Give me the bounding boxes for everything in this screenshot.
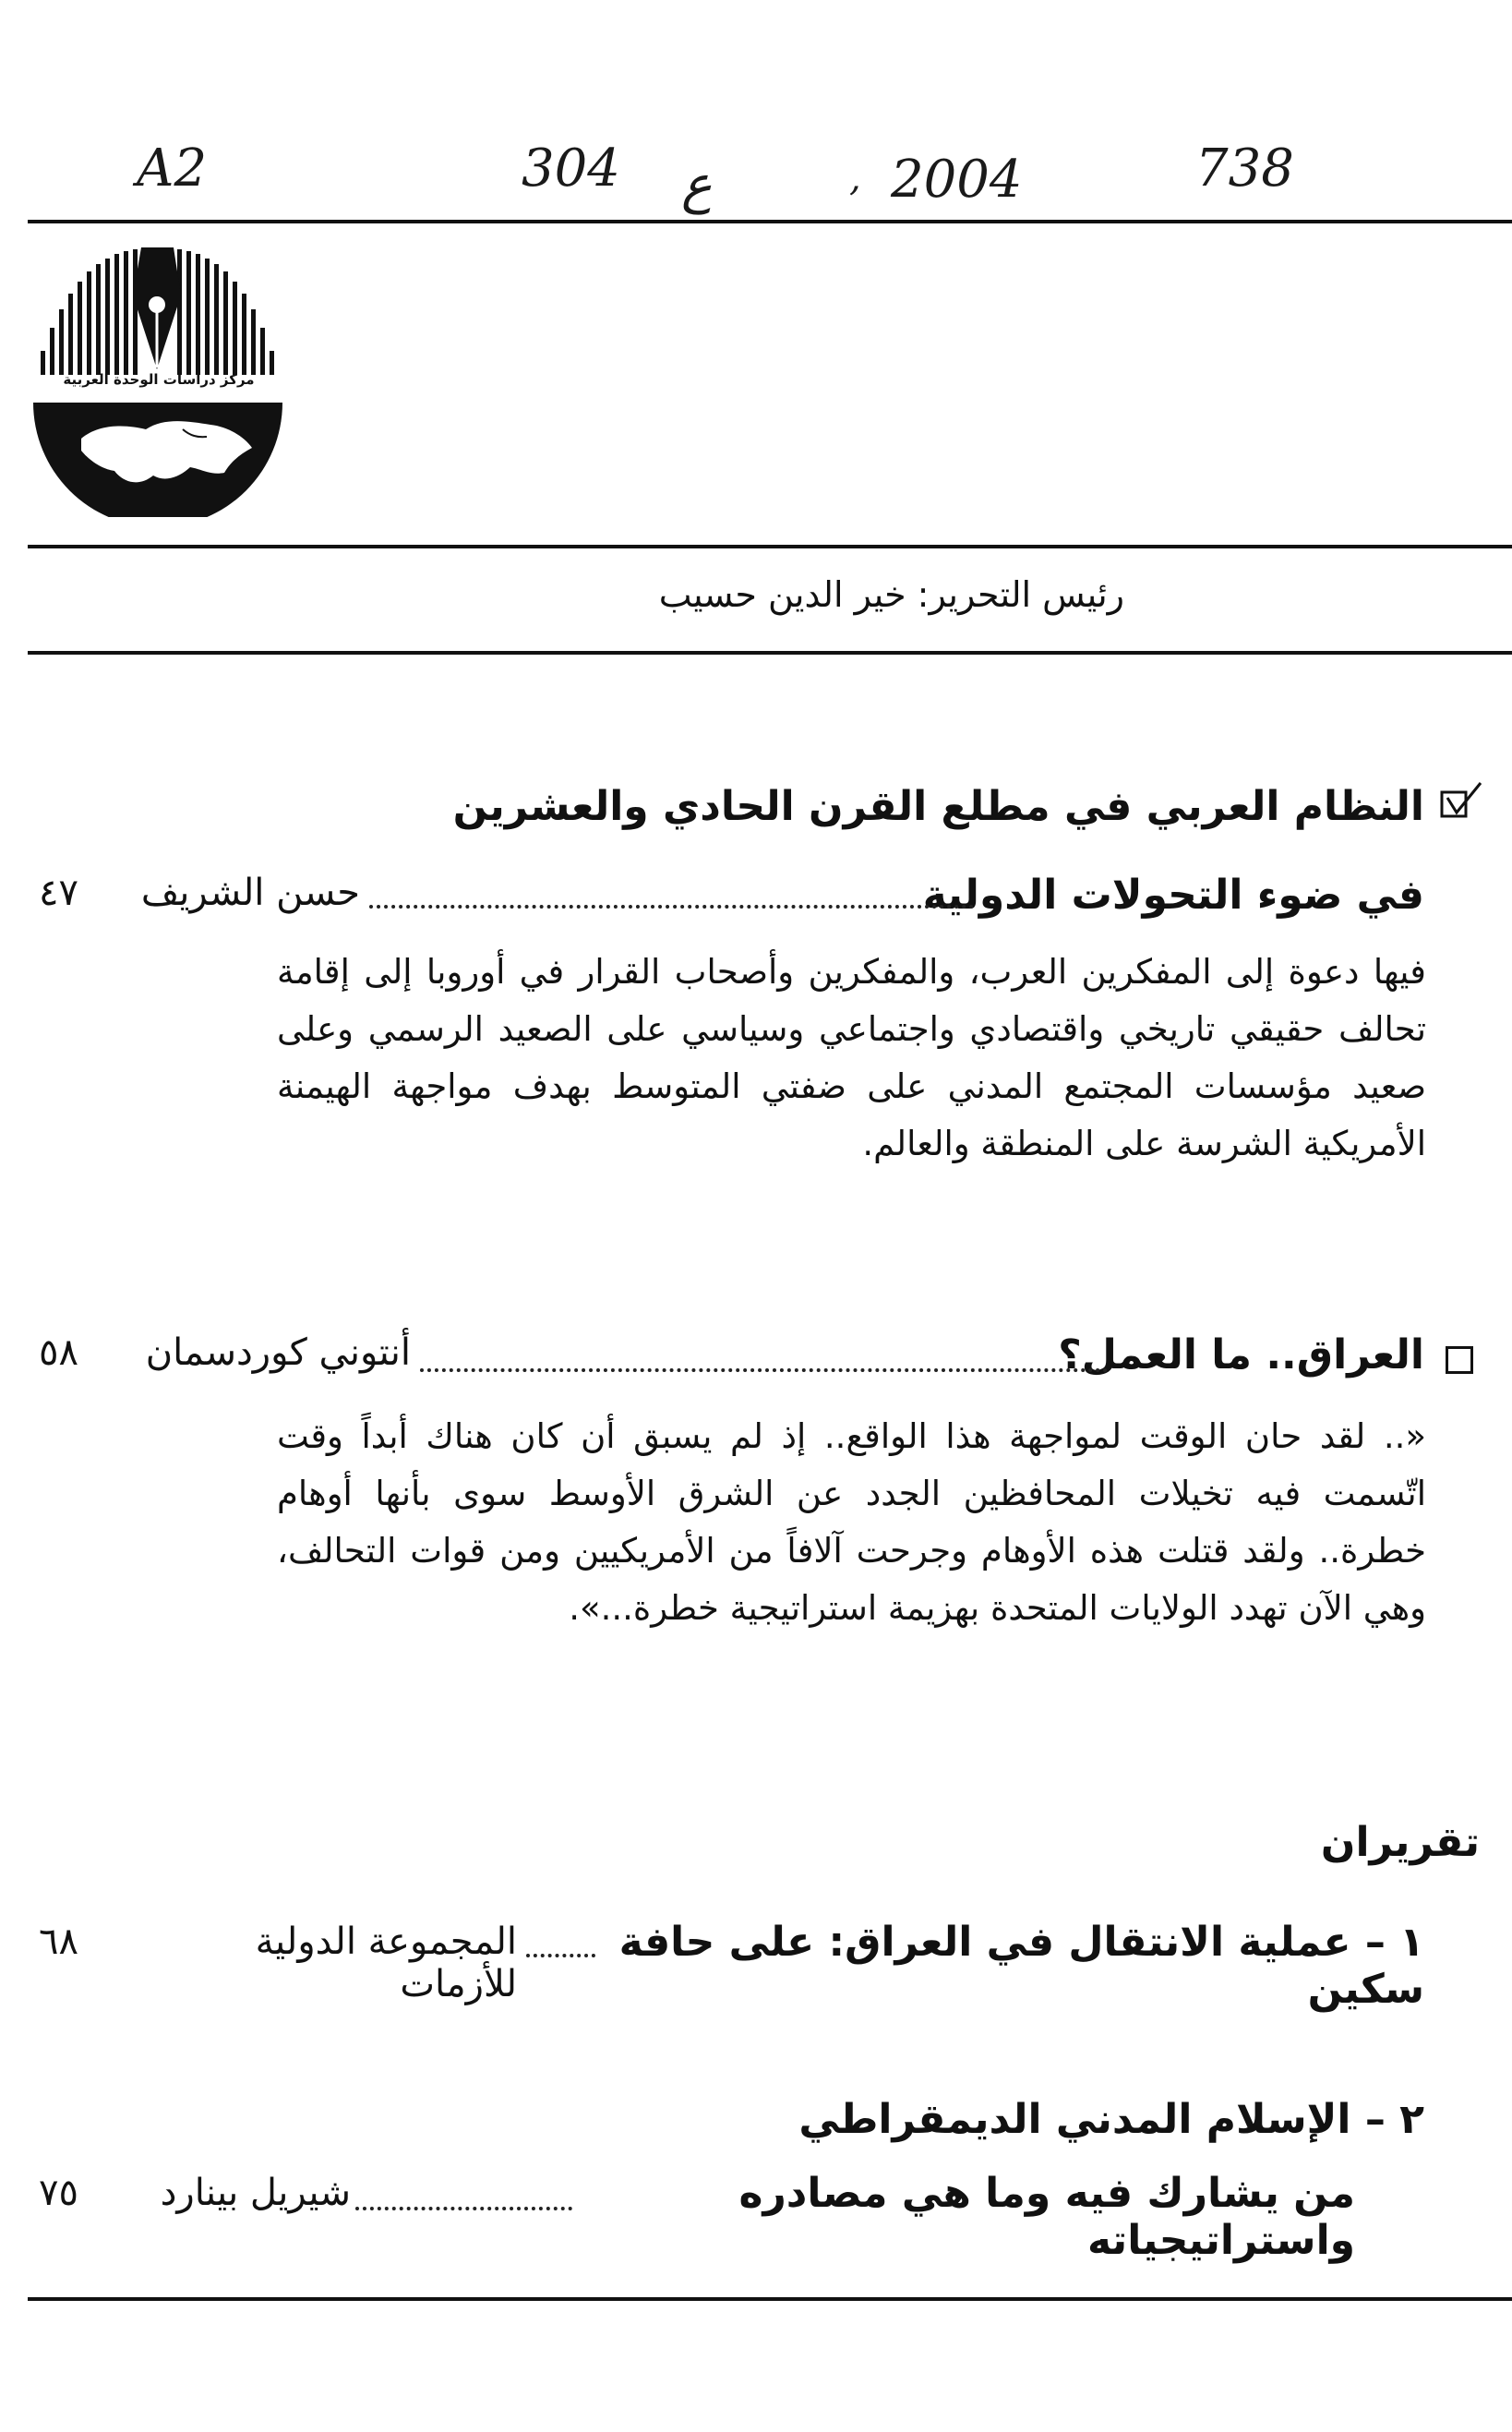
dot-leader [355, 2207, 572, 2210]
top-rule [28, 220, 1512, 223]
report-2-page: ٧٥ [39, 2172, 78, 2214]
report-1-page: ٦٨ [39, 1920, 78, 1963]
report-2-author: شيريل بينارد [160, 2172, 351, 2214]
dot-leader [369, 905, 974, 909]
header-bottom-rule [28, 651, 1512, 655]
article-1-abstract: فيها دعوة إلى المفكرين العرب، والمفكرين وأصحاب القرار في أوروبا إلى إقامة تحالف حقيقي تاريخي واقتصادي واجتماعي وسياسي على الصعيد الرسمي وعلى صعيد مؤسسات المجتمع المدني على ضفتي المتوسط بهدف مواجهة الهيمنة الأمريكية الشرسة على المنطقة والعالم. [277, 952, 1426, 1163]
article-1-subtitle: في ضوء التحولات الدولية [922, 872, 1424, 919]
article-1-author: حسن الشريف [140, 872, 360, 914]
report-1-author: المجموعة الدولية للأزمات [255, 1920, 517, 2005]
unchecked-box-icon [1446, 1346, 1473, 1374]
bottom-rule [28, 2297, 1512, 2301]
logo-text: مركز دراسات الوحدة العربية [63, 371, 255, 388]
masthead-rule [28, 545, 1512, 548]
handwritten-code: A2 [137, 138, 208, 199]
report-2-subtitle: من يشارك فيه وما هي مصادره واستراتيجياته [738, 2170, 1355, 2264]
handwritten-comma: , [849, 157, 861, 199]
dot-leader [526, 1954, 595, 1957]
handwritten-id: 738 [1195, 138, 1294, 199]
center-logo [26, 240, 289, 517]
handwritten-letter: ع [681, 155, 713, 215]
handwritten-year: 2004 [891, 150, 1023, 210]
article-1-title: النظام العربي في مطلع القرن الحادي والعشرين [452, 783, 1424, 830]
checked-box-icon [1438, 781, 1484, 829]
report-1-title: ١ – عملية الانتقال في العراق: على حافة سكين [618, 1919, 1424, 2013]
dot-leader [420, 1368, 1108, 1372]
article-2-author: أنتوني كوردسمان [145, 1331, 411, 1374]
reports-heading: تقريران [1320, 1819, 1480, 1866]
editor-in-chief: رئيس التحرير: خير الدين حسيب [658, 574, 1124, 615]
handwritten-number: 304 [522, 138, 620, 199]
article-2-page: ٥٨ [39, 1331, 78, 1374]
article-1-page: ٤٧ [39, 872, 78, 914]
article-2-abstract: «.. لقد حان الوقت لمواجهة هذا الواقع.. إذ لم يسبق أن كان هناك أبداً وقت اتّسمت فيه تخيلات المحافظين الجدد عن الشرق الأوسط سوى بأنها أوهام خطرة.. ولقد قتلت هذه الأوهام وجرحت آلافاً من الأمريكيين ومن قوات التحالف، وهي الآن تهدد الولايات المتحدة بهزيمة استراتيجية خطرة...». [277, 1416, 1426, 1628]
report-2-title: ٢ – الإسلام المدني الديمقراطي [798, 2096, 1424, 2143]
article-2-title: العراق.. ما العمل؟ [1058, 1331, 1424, 1379]
